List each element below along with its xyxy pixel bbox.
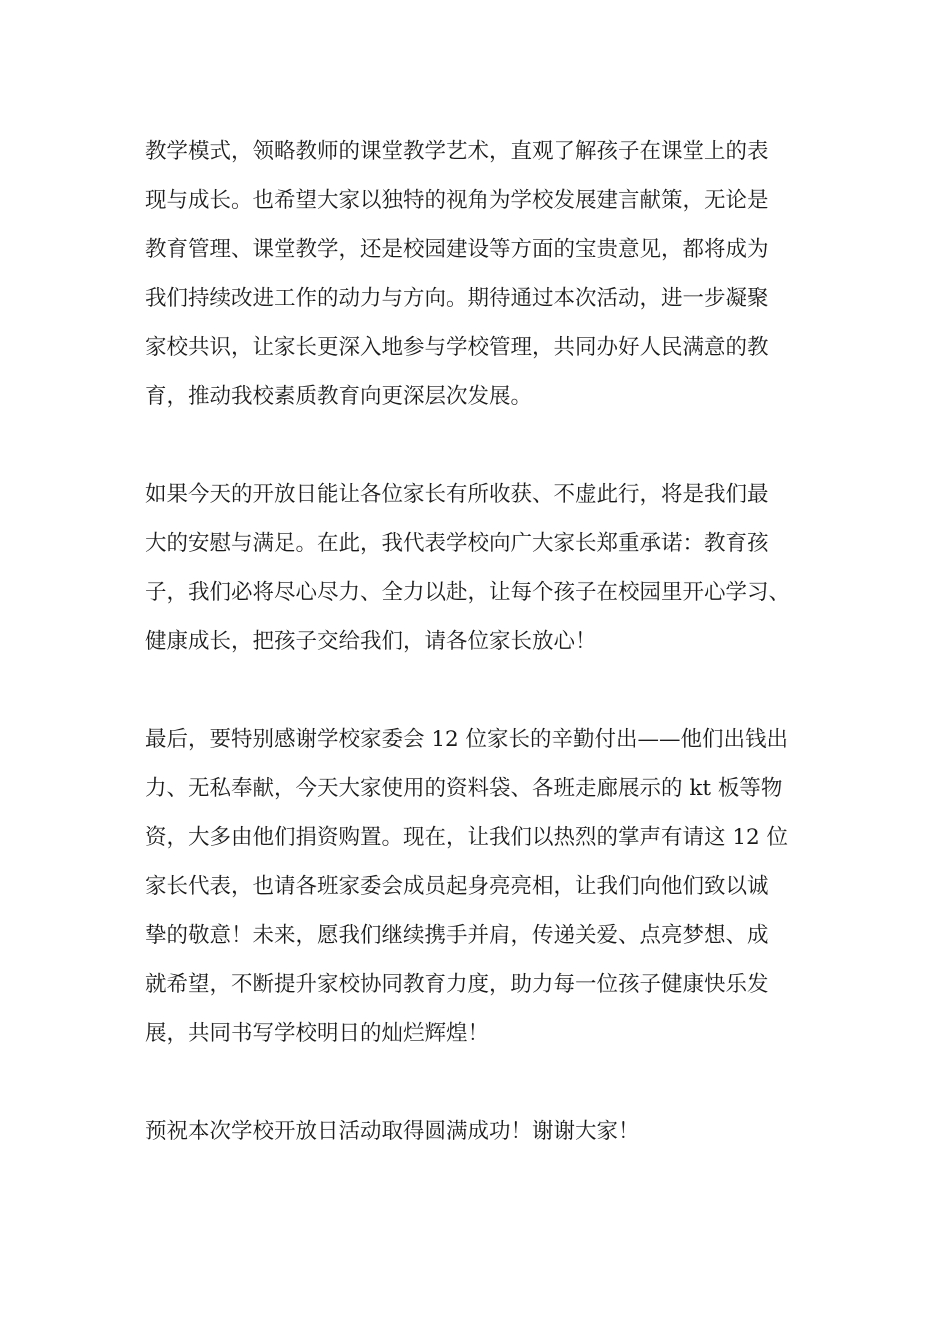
text-line: 就希望，不断提升家校协同教育力度，助力每一位孩子健康快乐发 — [145, 972, 769, 997]
text-line: 如果今天的开放日能让各位家长有所收获、不虚此行，将是我们最 — [145, 482, 769, 507]
paragraph-spacing — [145, 421, 810, 470]
text-line: 家校共识，让家长更深入地参与学校管理，共同办好人民满意的教 — [145, 335, 769, 360]
paragraph-spacing — [145, 1058, 810, 1107]
paragraph-spacing — [145, 666, 810, 715]
text-line: 资，大多由他们捐资购置。现在，让我们以热烈的掌声有请这 12 位 — [145, 825, 789, 850]
text-line: 大的安慰与满足。在此，我代表学校向广大家长郑重承诺：教育孩 — [145, 531, 769, 556]
text-line: 我们持续改进工作的动力与方向。期待通过本次活动，进一步凝聚 — [145, 286, 769, 311]
text-line: 力、无私奉献，今天大家使用的资料袋、各班走廊展示的 kt 板等物 — [145, 776, 783, 801]
text-line: 展，共同书写学校明日的灿烂辉煌！ — [145, 1021, 490, 1046]
text-line: 挚的敬意！未来，愿我们继续携手并肩，传递关爱、点亮梦想、成 — [145, 923, 769, 948]
text-line: 现与成长。也希望大家以独特的视角为学校发展建言献策，无论是 — [145, 188, 769, 213]
text-line: 教学模式，领略教师的课堂教学艺术，直观了解孩子在课堂上的表 — [145, 139, 769, 164]
text-line: 最后，要特别感谢学校家委会 12 位家长的辛勤付出——他们出钱出 — [145, 727, 789, 752]
paragraph-3 — [145, 715, 810, 1058]
paragraph-1 — [145, 127, 810, 421]
text-line: 预祝本次学校开放日活动取得圆满成功！谢谢大家！ — [145, 1119, 640, 1144]
text-line: 育，推动我校素质教育向更深层次发展。 — [145, 384, 533, 409]
text-line: 子，我们必将尽心尽力、全力以赴，让每个孩子在校园里开心学习、 — [145, 580, 791, 605]
text-line: 健康成长，把孩子交给我们，请各位家长放心！ — [145, 629, 597, 654]
paragraph-2 — [145, 470, 810, 666]
text-line: 家长代表，也请各班家委会成员起身亮亮相，让我们向他们致以诚 — [145, 874, 769, 899]
document-body — [145, 127, 810, 1156]
paragraph-4 — [145, 1107, 810, 1156]
text-line: 教育管理、课堂教学，还是校园建设等方面的宝贵意见，都将成为 — [145, 237, 769, 262]
